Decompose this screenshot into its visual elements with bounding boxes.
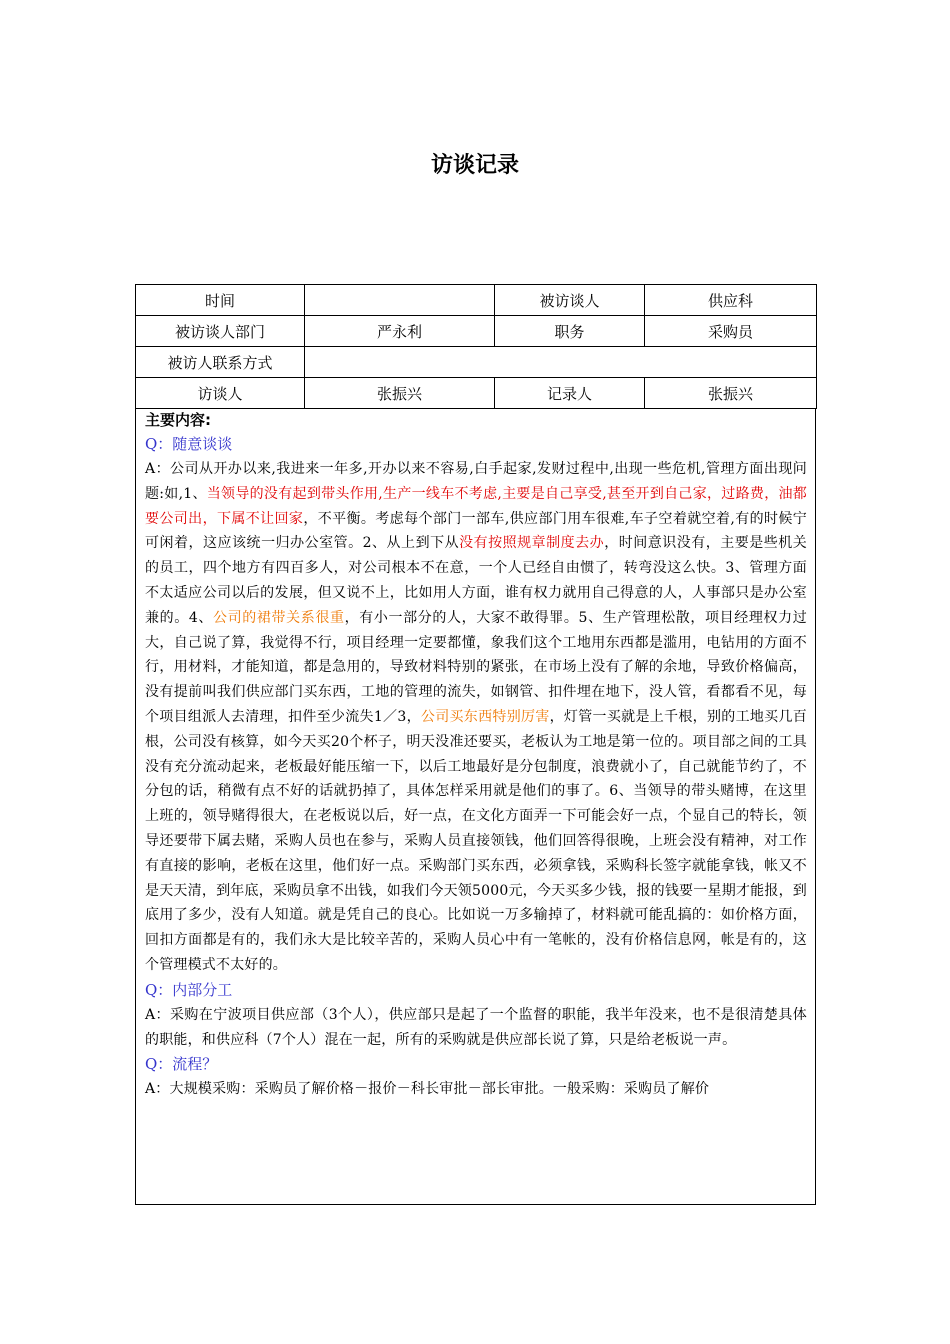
table-row <box>136 316 817 347</box>
label-position: 职务 <box>495 316 645 347</box>
table-row <box>136 347 817 378</box>
table-row <box>136 378 817 409</box>
interviewer-value: 张振兴 <box>305 378 495 409</box>
question-2: Q：内部分工 <box>145 980 233 999</box>
main-content-box <box>135 408 816 1205</box>
answer-2: A：采购在宁波项目供应部（3个人），供应部只是起了一个监督的职能，我半年没来，也不是很清楚具体的职能，和供应科（7个人）混在一起，所有的采购就是供应部长说了算，只是给老板说一声。 <box>145 1006 807 1048</box>
highlight-orange: 公司买东西特别厉害 <box>420 708 550 725</box>
highlight-red: 没有按照规章制度去办 <box>459 535 605 552</box>
label-recorder: 记录人 <box>495 378 645 409</box>
question-1: Q：随意谈谈 <box>145 435 233 453</box>
time-value <box>305 285 495 316</box>
answer-text: ，时间意识没有，主要是些机关的员工，四个地方有四百多人，对公司根本不在意，一个人已经自由惯了，转弯没这么快。3、管理方面不太适应公司以后的发展，但又说不上，比如用人方面，谁有权力就用自己得意的人，人事部只是办公室兼的。4、 <box>145 535 807 626</box>
answer-3: A：大规模采购：采购员了解价格－报价－科长审批－部长审批。一般采购：采购员了解价 <box>145 1081 710 1098</box>
highlight-orange: 公司的裙带关系很重 <box>213 609 345 626</box>
content-heading: 主要内容: <box>145 411 211 429</box>
label-time: 时间 <box>136 285 305 316</box>
contact-value <box>305 347 817 378</box>
label-contact: 被访人联系方式 <box>136 347 305 378</box>
label-department: 被访谈人部门 <box>136 316 305 347</box>
label-interviewer: 访谈人 <box>136 378 305 409</box>
answer-text: A：公司从开办以来,我进来一年多,开办以来不容易,白手起家,发财过程中,出现一些危机,管理方面出现问题:如,1、 <box>145 461 807 502</box>
interviewee-value: 供应科 <box>645 285 817 316</box>
answer-text: ，有小一部分的人，大家不敢得罪。5、生产管理松散，项目经理权力过大，自己说了算，我觉得不行，项目经理一定要都懂，象我们这个工地用东西都是滥用，电钻用的方面不行，用材料，才能知道，都是急用的，导致材料特别的紧张，在市场上没有了解的余地，导致价格偏高，没有提前叫我们供应部门买东西，工地的管理的流失，如钢管、扣件埋在地下，没人管，看都看不见，每个项目组派人去清理，扣件至少流失1／3， <box>145 609 807 725</box>
answer-1 <box>145 457 807 978</box>
page-title: 访谈记录 <box>430 153 519 178</box>
position-value: 采购员 <box>645 316 817 347</box>
highlight-red: 当领导的没有起到带头作用,生产一线车不考虑,主要是自己享受,甚至开到自己家，过路费，油都要公司出，下属不让回家 <box>145 485 807 527</box>
table-row <box>136 285 817 316</box>
answer-text: ，不平衡。考虑每个部门一部车,供应部门用车很难,车子空着就空着,有的时候宁可闲着，这应该统一归办公室管。2、从上到下从 <box>145 510 808 552</box>
answer-text: ，灯管一买就是上千根，别的工地买几百根，公司没有核算，如今天买20个杯子，明天没准还要买，老板认为工地是第一位的。项目部之间的工具没有充分流动起来，老板最好能压缩一下，以后工地最好是分包制度，浪费就小了，自己就能节约了，不分包的话，稍微有点不好的话就扔掉了，具体怎样采用就是他们的事了。6、当领导的带头赌博，在这里上班的，领导赌得很大，在老板说以后，好一点，在文化方面弄一下可能会好一点，个显自己的特长，领导还要带下属去赌，采购人员也在参与，采购人员直接领钱，他们回答得很晚，上班会没有精神，对工作有直接的影响，老板在这里，他们好一点。采购部门买东西，必须拿钱，采购科长签字就能拿钱，帐又不是天天清，到年底，采购员拿不出钱，如我们今天领5000元，今天买多少钱，报的钱要一星期才能报，到底用了多少，没有人知道。就是凭自己的良心。比如说一万多输掉了，材料就可能乱搞的：如价格方面，回扣方面都是有的，我们永大是比较辛苦的，采购人员心中有一笔帐的，没有价格信息网，帐是有的，这个管理模式不太好的。 <box>145 708 807 973</box>
department-value: 严永利 <box>305 316 495 347</box>
label-interviewee: 被访谈人 <box>495 285 645 316</box>
question-3: Q：流程？ <box>145 1055 218 1074</box>
interview-info-table <box>135 284 817 409</box>
recorder-value: 张振兴 <box>645 378 817 409</box>
